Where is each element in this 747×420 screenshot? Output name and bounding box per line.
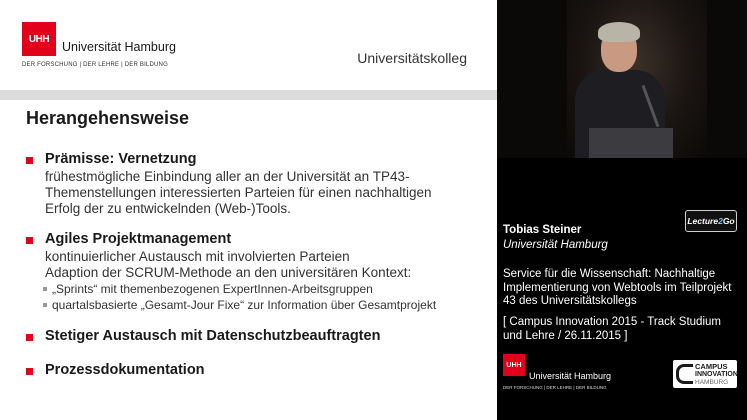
slide-header <box>0 0 497 84</box>
university-tagline: DER FORSCHUNG | DER LEHRE | DER BILDUNG <box>22 62 168 68</box>
bullet-title: Prämisse: Vernetzung <box>45 151 197 167</box>
bullet-item <box>26 151 486 215</box>
bullet-item <box>26 362 486 382</box>
university-tagline-small: DER FORSCHUNG | DER LEHRE | DER BILDUNG <box>503 385 607 390</box>
bullet-marker <box>26 157 33 164</box>
speaker-video[interactable] <box>497 0 747 158</box>
sub-bullet-marker <box>43 287 47 291</box>
bullet-text-line: frühestmögliche Einbindung aller an der Universität an TP43- <box>45 169 410 184</box>
university-name: Universität Hamburg <box>62 40 176 54</box>
badge-text-go: Go <box>722 216 735 226</box>
lecture2go-badge[interactable] <box>685 210 737 232</box>
bullet-marker <box>26 334 33 341</box>
sub-bullet-item <box>52 282 373 296</box>
talk-info-panel <box>497 158 747 420</box>
bullet-title: Prozessdokumentation <box>45 362 205 378</box>
sub-bullet-text: „Sprints“ mit themenbezogenen ExpertInnen-Arbeitsgruppen <box>52 282 373 296</box>
sub-bullet-marker <box>43 303 47 307</box>
bullet-item <box>26 328 486 348</box>
slide-header-title: Universitätskolleg <box>357 50 467 66</box>
campus-innovation-mark-icon <box>676 364 693 384</box>
sub-bullet-item <box>52 298 436 312</box>
university-logo-small <box>503 354 525 376</box>
university-name-small: Universität Hamburg <box>529 371 612 381</box>
university-logo-text: UHH <box>28 33 50 45</box>
bullet-title: Agiles Projektmanagement <box>45 231 232 247</box>
badge-text-lecture: Lecture <box>687 216 719 226</box>
bullet-item <box>26 231 486 283</box>
campus-innovation-line3: HAMBURG <box>695 379 729 386</box>
speaker-affiliation: Universität Hamburg <box>503 239 608 251</box>
bullet-text-line: Themenstellungen interessierten Parteien für einen nachhaltigen <box>45 185 432 200</box>
campus-innovation-line2: INNOVATION <box>695 371 738 378</box>
bullet-marker <box>26 368 33 375</box>
bullet-title: Stetiger Austausch mit Datenschutzbeauftragten <box>45 328 381 344</box>
bullet-text-line: kontinuierlicher Austausch mit involvierten Parteien <box>45 249 350 264</box>
speaker-name: Tobias Steiner <box>503 224 582 236</box>
slide-heading: Herangehensweise <box>26 108 190 128</box>
campus-innovation-logo <box>673 360 737 388</box>
bullet-text-line: Erfolg der zu entwickelnden (Web-)Tools. <box>45 201 291 216</box>
campus-innovation-line1: CAMPUS <box>695 362 728 371</box>
badge-text-two: 2 <box>718 216 723 226</box>
bullet-marker <box>26 237 33 244</box>
header-divider <box>0 90 497 100</box>
university-logo-small-text: UHH <box>506 361 522 369</box>
lectern <box>589 128 673 158</box>
bullet-text-line: Adaption der SCRUM-Methode an den universitären Kontext: <box>45 265 412 280</box>
talk-title: Service für die Wissenschaft: Nachhaltige Implementierung von Webtools im Teilprojekt 43 des Universitätskollegs <box>503 268 732 307</box>
speaker-hair <box>598 22 640 42</box>
event-info: [ Campus Innovation 2015 - Track Studium und Lehre / 26.11.2015 ] <box>503 316 721 342</box>
sub-bullet-text: quartalsbasierte „Gesamt-Jour Fixe“ zur Information über Gesamtprojekt <box>52 298 437 312</box>
university-logo <box>22 22 56 56</box>
